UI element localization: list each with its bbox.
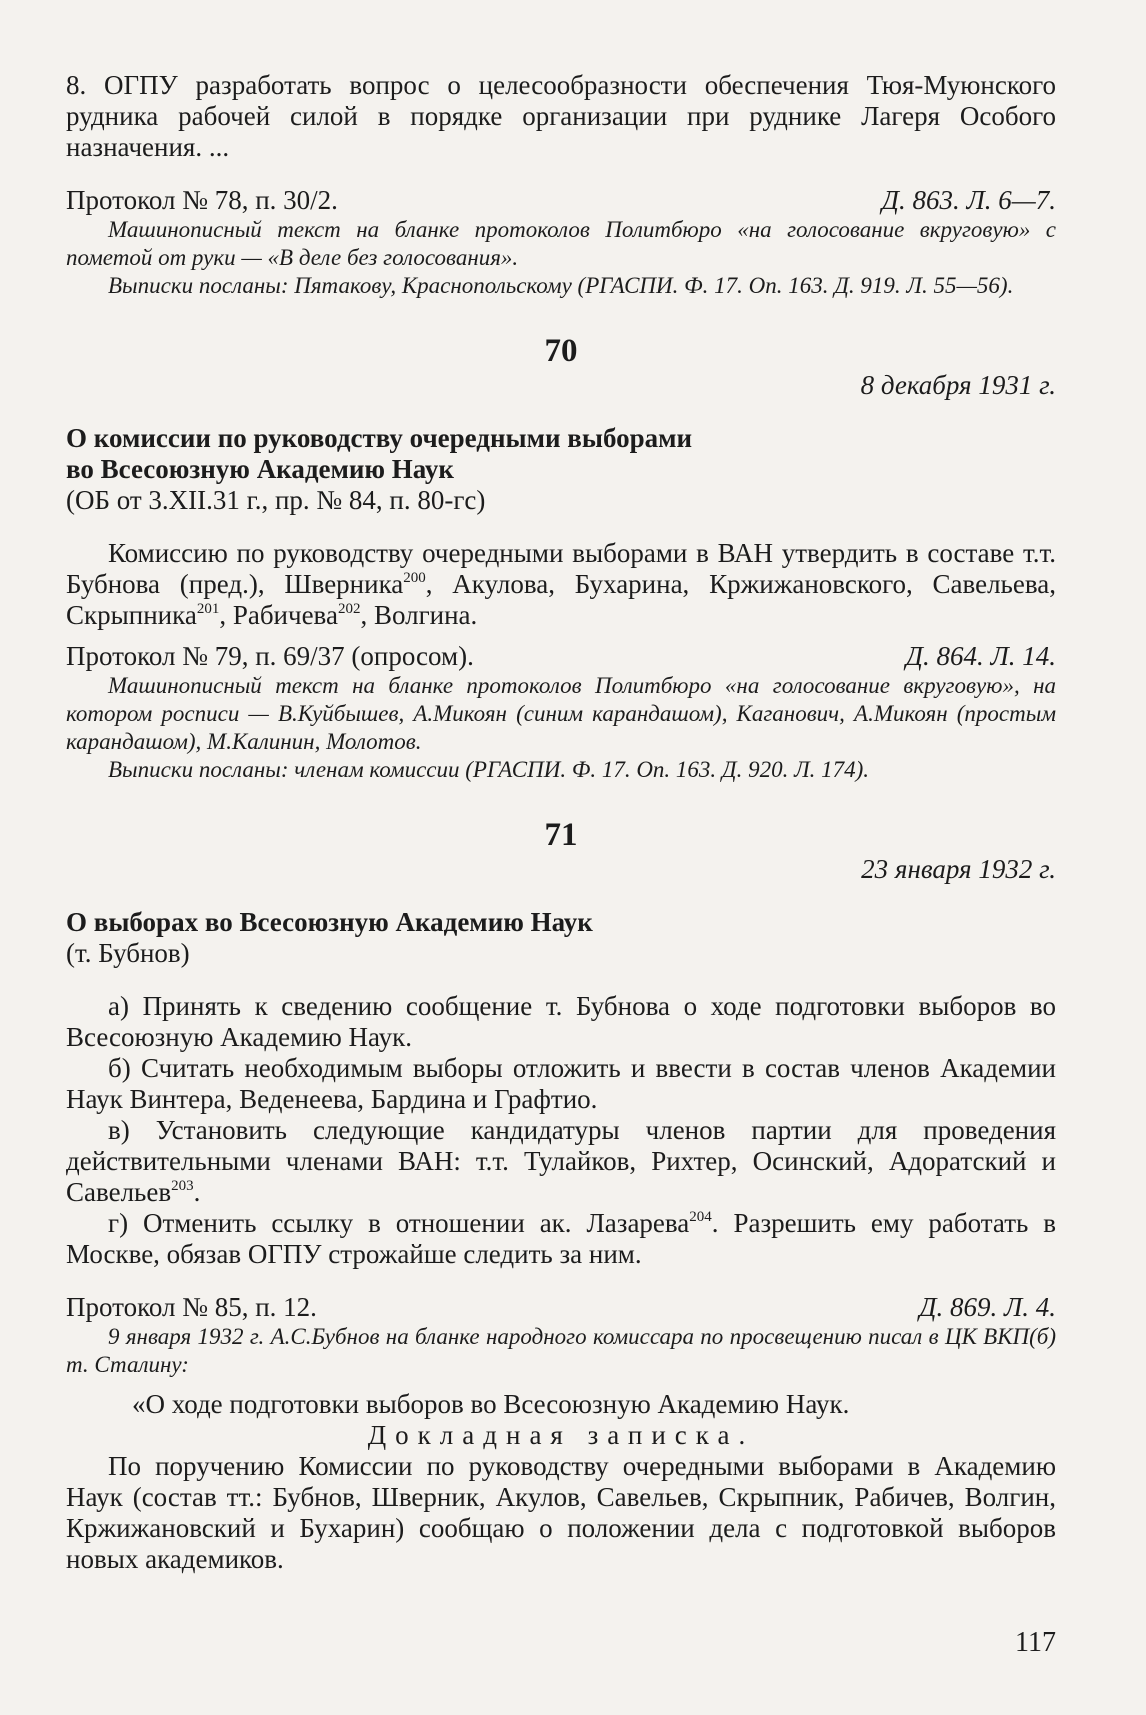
protocol-number: Протокол № 79, п. 69/37 (опросом). (66, 641, 474, 671)
resolution-item-a: а) Принять к сведению сообщение т. Бубнова о ходе подготовки выборов во Всесоюзную Академию Наук. (66, 991, 1056, 1052)
page-content (66, 70, 1056, 1575)
document-title: О комиссии по руководству очередными выборами (66, 423, 693, 453)
protocol-number: Протокол № 85, п. 12. (66, 1292, 317, 1322)
archival-note: 9 января 1932 г. А.С.Бубнов на бланке народного комиссара по просвещению писал в ЦК ВКП(б) т. Сталину: (66, 1324, 1056, 1377)
archival-note: Машинописный текст на бланке протоколов Политбюро «на голосование вкруговую», на котором росписи — В.Куйбышев, А.Микоян (синим карандашом), Каганович, А.Микоян (простым карандашом), М.Калинин, Молотов. (66, 673, 1056, 754)
archival-note: Выписки посланы: членам комиссии (РГАСПИ. Ф. 17. Оп. 163. Д. 920. Л. 174). (108, 757, 870, 782)
item-8-text: 8. ОГПУ разработать вопрос о целесообразности обеспечения Тюя-Муюнского рудника рабочей силой в порядке организации при руднике Лагеря Особого назначения. ... (66, 70, 1056, 162)
protocol-reference (66, 1292, 1056, 1323)
document-body: Комиссию по руководству очередными выборами в ВАН утвердить в составе т.т. Бубнова (пред.), Шверника$^{200}$, Акулова, Бухарина, Кржижановского, Савельева, Скрыпника$^{201}$, Рабичева$^{202}$, Волгина. (66, 538, 1056, 630)
page-number: 117 (1015, 1627, 1056, 1658)
resolution-item-v: в) Установить следующие кандидатуры членов партии для проведения действительными членами ВАН: т.т. Тулайков, Рихтер, Осинский, Адоратский и Савельев$^{203}$. (66, 1115, 1056, 1207)
document-title: во Всесоюзную Академию Наук (66, 454, 454, 484)
resolution-item-b: б) Считать необходимым выборы отложить и ввести в состав членов Академии Наук Винтера, Веденеева, Бардина и Графтио. (66, 1053, 1056, 1114)
archival-note: Машинописный текст на бланке протоколов Политбюро «на голосование вкруговую» с пометой от руки — «В деле без голосования». (66, 217, 1056, 270)
document-date: 8 декабря 1931 г. (860, 370, 1056, 400)
footnote-marker: 201 (196, 601, 220, 617)
document-subtitle: (т. Бубнов) (66, 938, 190, 968)
archive-reference: Д. 863. Л. 6—7. (881, 185, 1056, 215)
archive-reference: Д. 864. Л. 14. (905, 641, 1056, 671)
footnote-marker: 203 (171, 1178, 194, 1194)
protocol-reference (66, 641, 1056, 672)
document-subtitle: (ОБ от 3.XII.31 г., пр. № 84, п. 80-гс) (66, 485, 486, 515)
archive-reference: Д. 869. Л. 4. (919, 1292, 1056, 1322)
footnote-marker: 204 (689, 1209, 712, 1225)
protocol-number: Протокол № 78, п. 30/2. (66, 185, 338, 215)
archival-note: Выписки посланы: Пятакову, Краснопольскому (РГАСПИ. Ф. 17. Оп. 163. Д. 919. Л. 55—56). (108, 273, 1014, 298)
document-number: 71 (544, 817, 578, 853)
memo-heading: Докладная записка. (367, 1420, 755, 1450)
document-title: О выборах во Всесоюзную Академию Наук (66, 907, 593, 937)
protocol-reference (66, 185, 1056, 216)
document-date: 23 января 1932 г. (861, 854, 1056, 884)
resolution-item-g: г) Отменить ссылку в отношении ак. Лазарева$^{204}$. Разрешить ему работать в Москве, обязав ОГПУ строжайше следить за ним. (66, 1208, 1056, 1269)
footnote-marker: 202 (337, 601, 361, 617)
quote-title: «О ходе подготовки выборов во Всесоюзную Академию Наук. (132, 1389, 850, 1419)
footnote-marker: 200 (403, 570, 426, 586)
document-number: 70 (544, 333, 578, 369)
memo-body: По поручению Комиссии по руководству очередными выборами в Академию Наук (состав тт.: Бубнов, Шверник, Акулов, Савельев, Скрыпник, Рабичев, Волгин, Кржижановский и Бухарин) сообщаю о положении дела с подготовкой выборов новых академиков. (66, 1451, 1056, 1574)
